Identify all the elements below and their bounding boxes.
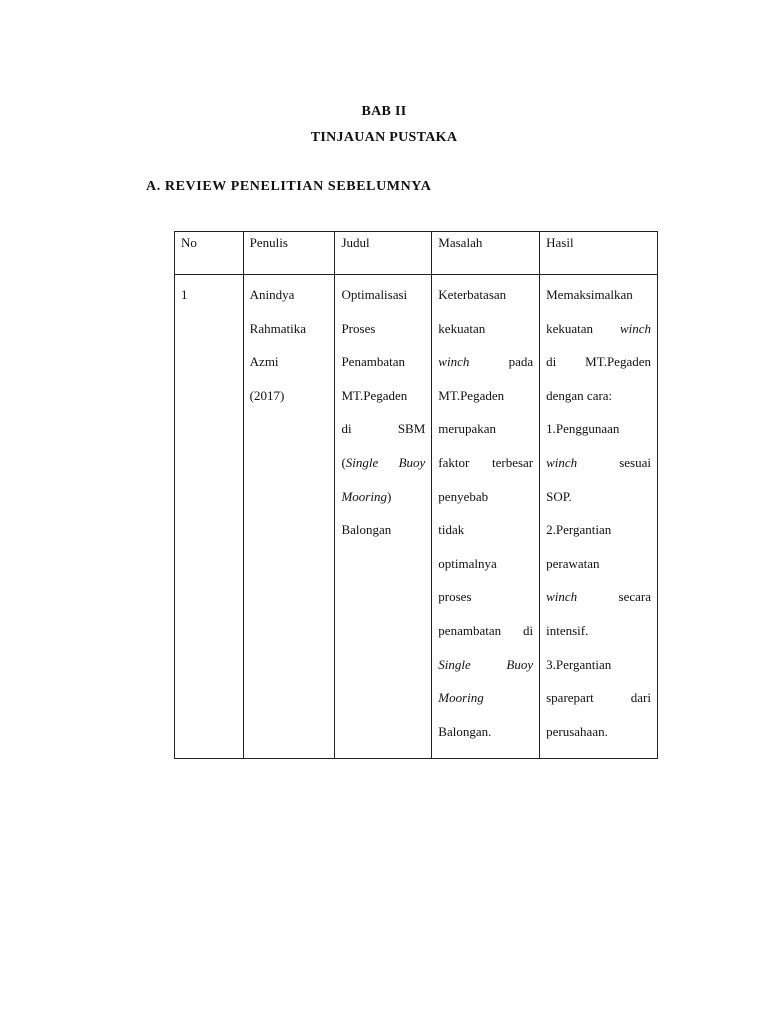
cell-line: winch secara (546, 589, 651, 605)
cell-line: optimalnya (438, 555, 497, 571)
cell-line: merupakan (438, 421, 497, 437)
table-row (175, 275, 658, 759)
cell-judul (335, 275, 432, 759)
cell-line: tidak (438, 522, 465, 538)
cell-line: Optimalisasi (341, 287, 408, 302)
cell-line: SOP. (546, 488, 572, 504)
cell-line: Mooring (438, 690, 484, 706)
cell-line: Keterbatasan (438, 287, 507, 302)
cell-line: sparepart dari (546, 690, 651, 706)
cell-line: kekuatan (438, 320, 486, 336)
cell-line: Balongan (341, 522, 392, 538)
header-penulis: Penulis (243, 232, 335, 275)
header-no: No (175, 232, 244, 275)
cell-masalah (432, 275, 540, 759)
cell-line: 1 (181, 287, 188, 302)
header-masalah: Masalah (432, 232, 540, 275)
cell-penulis (243, 275, 335, 759)
cell-line: penambatan di (438, 622, 534, 638)
cell-line: proses (438, 589, 472, 605)
cell-line: (Single Buoy (341, 454, 426, 470)
cell-line: MT.Pegaden (341, 387, 408, 403)
cell-line: winch pada (438, 354, 534, 370)
cell-line: intensif. (546, 622, 589, 638)
cell-line: Memaksimalkan (546, 287, 633, 302)
cell-line: Penambatan (341, 354, 405, 370)
cell-hasil (540, 275, 658, 759)
header-hasil: Hasil (540, 232, 658, 275)
cell-line: winch sesuai (546, 454, 651, 470)
cell-line: Single Buoy (438, 656, 534, 672)
cell-line: Mooring) (341, 488, 392, 504)
cell-line: perusahaan. (546, 723, 608, 739)
cell-line: 2.Pergantian (546, 522, 612, 538)
section-heading: A. REVIEW PENELITIAN SEBELUMNYA (146, 179, 432, 194)
header-judul: Judul (335, 232, 432, 275)
review-table (174, 231, 658, 759)
cell-line: di SBM (341, 421, 426, 437)
cell-line: Anindya (249, 287, 295, 302)
cell-line: Rahmatika (249, 320, 306, 336)
cell-no (175, 275, 244, 759)
cell-line: Balongan. (438, 723, 492, 739)
cell-line: MT.Pegaden (438, 387, 505, 403)
chapter-number: BAB II (361, 104, 407, 119)
cell-line: Proses (341, 320, 376, 336)
cell-line: (2017) (249, 387, 285, 403)
cell-line: faktor terbesar (438, 454, 534, 470)
cell-line: 1.Penggunaan (546, 421, 620, 437)
chapter-title: TINJAUAN PUSTAKA (310, 130, 458, 145)
cell-line: dengan cara: (546, 387, 613, 403)
cell-line: perawatan (546, 555, 600, 571)
cell-line: Azmi (249, 354, 279, 370)
cell-line: kekuatan winch (546, 320, 651, 336)
table-header-row (175, 232, 658, 275)
cell-line: penyebab (438, 488, 489, 504)
cell-line: di MT.Pegaden (546, 354, 651, 370)
cell-line: 3.Pergantian (546, 656, 612, 672)
